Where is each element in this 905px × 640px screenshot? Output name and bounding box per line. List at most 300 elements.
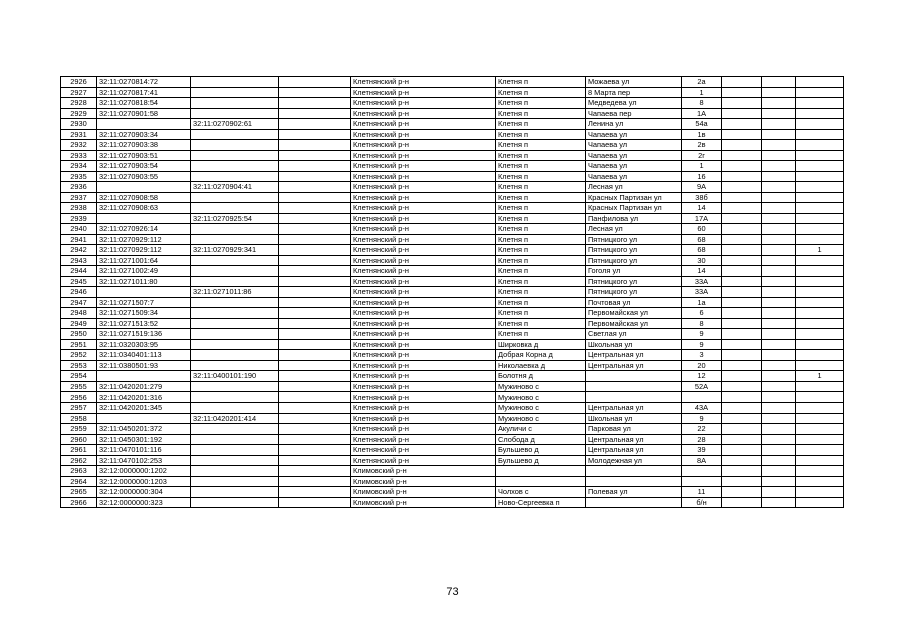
table-row	[61, 224, 844, 235]
empty-cell	[279, 287, 351, 298]
street-cell: Центральная ул	[586, 360, 682, 371]
flag-cell	[796, 108, 844, 119]
street-cell: Пятницкого ул	[586, 287, 682, 298]
cadastral-number-alt-cell	[191, 276, 279, 287]
table-row	[61, 87, 844, 98]
row-number-cell: 2963	[61, 466, 97, 477]
locality-cell: Клетня п	[496, 150, 586, 161]
row-number-cell: 2943	[61, 255, 97, 266]
row-number-cell: 2942	[61, 245, 97, 256]
empty-cell	[722, 476, 762, 487]
locality-cell: Клетня п	[496, 77, 586, 88]
street-cell: Чапаева ул	[586, 161, 682, 172]
empty-cell	[762, 455, 796, 466]
street-cell: Центральная ул	[586, 434, 682, 445]
locality-cell: Клетня п	[496, 224, 586, 235]
table-row	[61, 381, 844, 392]
cadastral-number-cell: 32:11:0271509:34	[97, 308, 191, 319]
flag-cell	[796, 318, 844, 329]
row-number-cell: 2962	[61, 455, 97, 466]
empty-cell	[722, 392, 762, 403]
table-row	[61, 329, 844, 340]
table-row	[61, 476, 844, 487]
locality-cell: Клетня п	[496, 129, 586, 140]
street-cell: Школьная ул	[586, 413, 682, 424]
empty-cell	[279, 350, 351, 361]
house-number-cell: 52А	[682, 381, 722, 392]
cadastral-number-alt-cell	[191, 424, 279, 435]
empty-cell	[722, 276, 762, 287]
flag-cell: 1	[796, 245, 844, 256]
table-row	[61, 213, 844, 224]
table-row	[61, 360, 844, 371]
district-cell: Клетнянский р-н	[351, 171, 496, 182]
cadastral-number-alt-cell	[191, 171, 279, 182]
cadastral-number-cell: 32:11:0470101:116	[97, 445, 191, 456]
row-number-cell: 2947	[61, 297, 97, 308]
cadastral-number-alt-cell	[191, 466, 279, 477]
empty-cell	[762, 308, 796, 319]
locality-cell: Клетня п	[496, 161, 586, 172]
empty-cell	[722, 487, 762, 498]
empty-cell	[279, 381, 351, 392]
flag-cell	[796, 203, 844, 214]
locality-cell: Болотня д	[496, 371, 586, 382]
empty-cell	[279, 203, 351, 214]
house-number-cell	[682, 466, 722, 477]
cadastral-number-alt-cell	[191, 150, 279, 161]
cadastral-number-cell	[97, 371, 191, 382]
row-number-cell: 2959	[61, 424, 97, 435]
row-number-cell: 2957	[61, 402, 97, 413]
row-number-cell: 2939	[61, 213, 97, 224]
cadastral-number-cell: 32:11:0271507:7	[97, 297, 191, 308]
table-row	[61, 350, 844, 361]
district-cell: Клетнянский р-н	[351, 182, 496, 193]
row-number-cell: 2954	[61, 371, 97, 382]
table-row	[61, 182, 844, 193]
district-cell: Клетнянский р-н	[351, 224, 496, 235]
house-number-cell: 11	[682, 487, 722, 498]
locality-cell: Клетня п	[496, 308, 586, 319]
cadastral-number-alt-cell: 32:11:0270904:41	[191, 182, 279, 193]
cadastral-number-alt-cell	[191, 434, 279, 445]
empty-cell	[762, 487, 796, 498]
empty-cell	[279, 255, 351, 266]
cadastral-number-alt-cell: 32:11:0270925:54	[191, 213, 279, 224]
locality-cell: Слобода д	[496, 434, 586, 445]
empty-cell	[722, 245, 762, 256]
empty-cell	[762, 87, 796, 98]
cadastral-number-alt-cell: 32:11:0270929:341	[191, 245, 279, 256]
locality-cell: Клетня п	[496, 182, 586, 193]
district-cell: Клетнянский р-н	[351, 140, 496, 151]
empty-cell	[762, 339, 796, 350]
table-row	[61, 129, 844, 140]
flag-cell	[796, 213, 844, 224]
table-body	[61, 77, 844, 508]
table-row	[61, 413, 844, 424]
empty-cell	[279, 455, 351, 466]
house-number-cell: 12	[682, 371, 722, 382]
street-cell: Красных Партизан ул	[586, 192, 682, 203]
district-cell: Клетнянский р-н	[351, 255, 496, 266]
locality-cell: Мужиново с	[496, 413, 586, 424]
empty-cell	[722, 455, 762, 466]
row-number-cell: 2932	[61, 140, 97, 151]
house-number-cell: 54а	[682, 119, 722, 130]
cadastral-number-cell: 32:11:0271002:49	[97, 266, 191, 277]
row-number-cell: 2952	[61, 350, 97, 361]
cadastral-number-cell: 32:11:0271001:64	[97, 255, 191, 266]
flag-cell	[796, 182, 844, 193]
house-number-cell: 39	[682, 445, 722, 456]
table-row	[61, 171, 844, 182]
street-cell	[586, 476, 682, 487]
house-number-cell: 9	[682, 329, 722, 340]
row-number-cell: 2934	[61, 161, 97, 172]
empty-cell	[722, 445, 762, 456]
street-cell: Светлая ул	[586, 329, 682, 340]
row-number-cell: 2950	[61, 329, 97, 340]
district-cell: Клетнянский р-н	[351, 413, 496, 424]
empty-cell	[279, 413, 351, 424]
house-number-cell: 20	[682, 360, 722, 371]
empty-cell	[279, 129, 351, 140]
street-cell: Первомайская ул	[586, 308, 682, 319]
empty-cell	[762, 297, 796, 308]
house-number-cell: 8А	[682, 455, 722, 466]
table-row	[61, 98, 844, 109]
locality-cell: Клетня п	[496, 245, 586, 256]
district-cell: Клетнянский р-н	[351, 329, 496, 340]
cadastral-number-cell: 32:11:0420201:279	[97, 381, 191, 392]
flag-cell	[796, 308, 844, 319]
cadastral-number-alt-cell	[191, 192, 279, 203]
cadastral-number-cell: 32:11:0320303:95	[97, 339, 191, 350]
flag-cell	[796, 234, 844, 245]
table-row	[61, 192, 844, 203]
house-number-cell: 14	[682, 266, 722, 277]
street-cell: Панфилова ул	[586, 213, 682, 224]
street-cell: Молодежная ул	[586, 455, 682, 466]
street-cell	[586, 392, 682, 403]
empty-cell	[762, 129, 796, 140]
empty-cell	[722, 108, 762, 119]
empty-cell	[762, 318, 796, 329]
cadastral-number-alt-cell: 32:11:0270902:61	[191, 119, 279, 130]
cadastral-number-alt-cell	[191, 77, 279, 88]
empty-cell	[722, 424, 762, 435]
house-number-cell: 30	[682, 255, 722, 266]
empty-cell	[762, 360, 796, 371]
cadastral-number-alt-cell	[191, 392, 279, 403]
flag-cell	[796, 287, 844, 298]
house-number-cell: 1	[682, 161, 722, 172]
row-number-cell: 2946	[61, 287, 97, 298]
row-number-cell: 2938	[61, 203, 97, 214]
empty-cell	[722, 171, 762, 182]
cadastral-number-cell: 32:11:0470102:253	[97, 455, 191, 466]
empty-cell	[722, 150, 762, 161]
cadastral-number-alt-cell	[191, 297, 279, 308]
empty-cell	[722, 140, 762, 151]
empty-cell	[762, 329, 796, 340]
district-cell: Клетнянский р-н	[351, 203, 496, 214]
empty-cell	[279, 392, 351, 403]
locality-cell: Клетня п	[496, 98, 586, 109]
empty-cell	[722, 360, 762, 371]
empty-cell	[762, 266, 796, 277]
flag-cell	[796, 276, 844, 287]
street-cell: Парковая ул	[586, 424, 682, 435]
street-cell: Центральная ул	[586, 402, 682, 413]
empty-cell	[279, 402, 351, 413]
cadastral-number-alt-cell	[191, 329, 279, 340]
flag-cell	[796, 329, 844, 340]
empty-cell	[762, 224, 796, 235]
empty-cell	[762, 192, 796, 203]
empty-cell	[762, 371, 796, 382]
house-number-cell: 68	[682, 245, 722, 256]
flag-cell	[796, 98, 844, 109]
empty-cell	[279, 171, 351, 182]
street-cell: Лесная ул	[586, 224, 682, 235]
empty-cell	[279, 192, 351, 203]
table-row	[61, 487, 844, 498]
street-cell: Можаева ул	[586, 77, 682, 88]
table-row	[61, 245, 844, 256]
street-cell: Пятницкого ул	[586, 255, 682, 266]
empty-cell	[722, 329, 762, 340]
table-row	[61, 371, 844, 382]
locality-cell: Ширковка д	[496, 339, 586, 350]
row-number-cell: 2944	[61, 266, 97, 277]
empty-cell	[279, 119, 351, 130]
house-number-cell: 38б	[682, 192, 722, 203]
empty-cell	[279, 245, 351, 256]
district-cell: Климовский р-н	[351, 497, 496, 508]
district-cell: Климовский р-н	[351, 466, 496, 477]
table-row	[61, 255, 844, 266]
row-number-cell: 2940	[61, 224, 97, 235]
district-cell: Климовский р-н	[351, 487, 496, 498]
cadastral-number-cell: 32:11:0270926:14	[97, 224, 191, 235]
empty-cell	[762, 255, 796, 266]
cadastral-number-cell: 32:12:0000000:1203	[97, 476, 191, 487]
empty-cell	[762, 150, 796, 161]
table-row	[61, 318, 844, 329]
district-cell: Клетнянский р-н	[351, 266, 496, 277]
cadastral-number-alt-cell	[191, 266, 279, 277]
locality-cell: Добрая Корна д	[496, 350, 586, 361]
district-cell: Клетнянский р-н	[351, 392, 496, 403]
house-number-cell: 2а	[682, 77, 722, 88]
house-number-cell: 68	[682, 234, 722, 245]
district-cell: Клетнянский р-н	[351, 381, 496, 392]
flag-cell	[796, 360, 844, 371]
empty-cell	[722, 182, 762, 193]
empty-cell	[722, 381, 762, 392]
locality-cell: Мужиново с	[496, 392, 586, 403]
flag-cell	[796, 171, 844, 182]
district-cell: Клетнянский р-н	[351, 77, 496, 88]
district-cell: Клетнянский р-н	[351, 119, 496, 130]
locality-cell	[496, 476, 586, 487]
flag-cell	[796, 297, 844, 308]
row-number-cell: 2931	[61, 129, 97, 140]
house-number-cell: 9А	[682, 182, 722, 193]
flag-cell	[796, 434, 844, 445]
empty-cell	[279, 140, 351, 151]
empty-cell	[722, 350, 762, 361]
district-cell: Клетнянский р-н	[351, 455, 496, 466]
cadastral-number-cell: 32:11:0270903:51	[97, 150, 191, 161]
empty-cell	[279, 371, 351, 382]
cadastral-number-cell	[97, 182, 191, 193]
locality-cell: Ново-Сергеевка п	[496, 497, 586, 508]
empty-cell	[722, 339, 762, 350]
empty-cell	[762, 402, 796, 413]
row-number-cell: 2929	[61, 108, 97, 119]
cadastral-number-cell: 32:11:0450201:372	[97, 424, 191, 435]
locality-cell: Клетня п	[496, 87, 586, 98]
street-cell: Центральная ул	[586, 350, 682, 361]
locality-cell: Клетня п	[496, 318, 586, 329]
flag-cell: 1	[796, 371, 844, 382]
house-number-cell: 2г	[682, 150, 722, 161]
table-row	[61, 161, 844, 172]
table-row	[61, 392, 844, 403]
table-row	[61, 434, 844, 445]
cadastral-number-cell: 32:11:0270818:54	[97, 98, 191, 109]
table-row	[61, 497, 844, 508]
empty-cell	[279, 213, 351, 224]
empty-cell	[762, 108, 796, 119]
empty-cell	[279, 476, 351, 487]
empty-cell	[762, 161, 796, 172]
empty-cell	[722, 129, 762, 140]
cadastral-number-cell: 32:12:0000000:1202	[97, 466, 191, 477]
empty-cell	[762, 413, 796, 424]
house-number-cell: 3	[682, 350, 722, 361]
district-cell: Клетнянский р-н	[351, 371, 496, 382]
house-number-cell: 1	[682, 87, 722, 98]
empty-cell	[279, 497, 351, 508]
locality-cell: Клетня п	[496, 255, 586, 266]
flag-cell	[796, 224, 844, 235]
row-number-cell: 2966	[61, 497, 97, 508]
table-row	[61, 266, 844, 277]
empty-cell	[722, 287, 762, 298]
house-number-cell: 1А	[682, 108, 722, 119]
empty-cell	[762, 77, 796, 88]
flag-cell	[796, 381, 844, 392]
flag-cell	[796, 424, 844, 435]
cadastral-number-alt-cell	[191, 360, 279, 371]
locality-cell: Клетня п	[496, 192, 586, 203]
empty-cell	[279, 466, 351, 477]
street-cell: Чапаева ул	[586, 150, 682, 161]
row-number-cell: 2930	[61, 119, 97, 130]
row-number-cell: 2935	[61, 171, 97, 182]
page-number: 73	[446, 586, 459, 598]
empty-cell	[762, 245, 796, 256]
flag-cell	[796, 140, 844, 151]
property-registry-table	[60, 76, 844, 508]
empty-cell	[722, 161, 762, 172]
flag-cell	[796, 487, 844, 498]
district-cell: Клетнянский р-н	[351, 161, 496, 172]
house-number-cell: 1в	[682, 129, 722, 140]
house-number-cell: 28	[682, 434, 722, 445]
street-cell: Пятницкого ул	[586, 234, 682, 245]
street-cell	[586, 497, 682, 508]
street-cell: Чапаева пер	[586, 108, 682, 119]
house-number-cell: 16	[682, 171, 722, 182]
empty-cell	[279, 276, 351, 287]
table-row	[61, 150, 844, 161]
empty-cell	[762, 381, 796, 392]
empty-cell	[762, 497, 796, 508]
flag-cell	[796, 266, 844, 277]
empty-cell	[722, 203, 762, 214]
cadastral-number-alt-cell	[191, 350, 279, 361]
district-cell: Клетнянский р-н	[351, 234, 496, 245]
table-row	[61, 297, 844, 308]
street-cell: Первомайская ул	[586, 318, 682, 329]
street-cell: Школьная ул	[586, 339, 682, 350]
empty-cell	[722, 119, 762, 130]
cadastral-number-alt-cell	[191, 455, 279, 466]
cadastral-number-alt-cell	[191, 487, 279, 498]
district-cell: Клетнянский р-н	[351, 360, 496, 371]
empty-cell	[722, 371, 762, 382]
cadastral-number-alt-cell	[191, 476, 279, 487]
cadastral-number-alt-cell: 32:11:0271011:86	[191, 287, 279, 298]
locality-cell	[496, 466, 586, 477]
empty-cell	[279, 234, 351, 245]
flag-cell	[796, 77, 844, 88]
row-number-cell: 2960	[61, 434, 97, 445]
empty-cell	[762, 476, 796, 487]
locality-cell: Клетня п	[496, 266, 586, 277]
locality-cell: Бульшево д	[496, 445, 586, 456]
table-row	[61, 287, 844, 298]
empty-cell	[722, 318, 762, 329]
flag-cell	[796, 150, 844, 161]
locality-cell: Клетня п	[496, 140, 586, 151]
empty-cell	[279, 445, 351, 456]
table-row	[61, 455, 844, 466]
flag-cell	[796, 129, 844, 140]
locality-cell: Клетня п	[496, 108, 586, 119]
empty-cell	[762, 140, 796, 151]
empty-cell	[762, 119, 796, 130]
district-cell: Клетнянский р-н	[351, 108, 496, 119]
empty-cell	[722, 434, 762, 445]
empty-cell	[762, 213, 796, 224]
district-cell: Клетнянский р-н	[351, 98, 496, 109]
flag-cell	[796, 339, 844, 350]
cadastral-number-cell: 32:11:0270903:55	[97, 171, 191, 182]
street-cell: Чапаева ул	[586, 171, 682, 182]
table-row	[61, 140, 844, 151]
street-cell: Пятницкого ул	[586, 245, 682, 256]
cadastral-number-cell: 32:11:0270903:38	[97, 140, 191, 151]
house-number-cell: 8	[682, 98, 722, 109]
locality-cell: Клетня п	[496, 276, 586, 287]
